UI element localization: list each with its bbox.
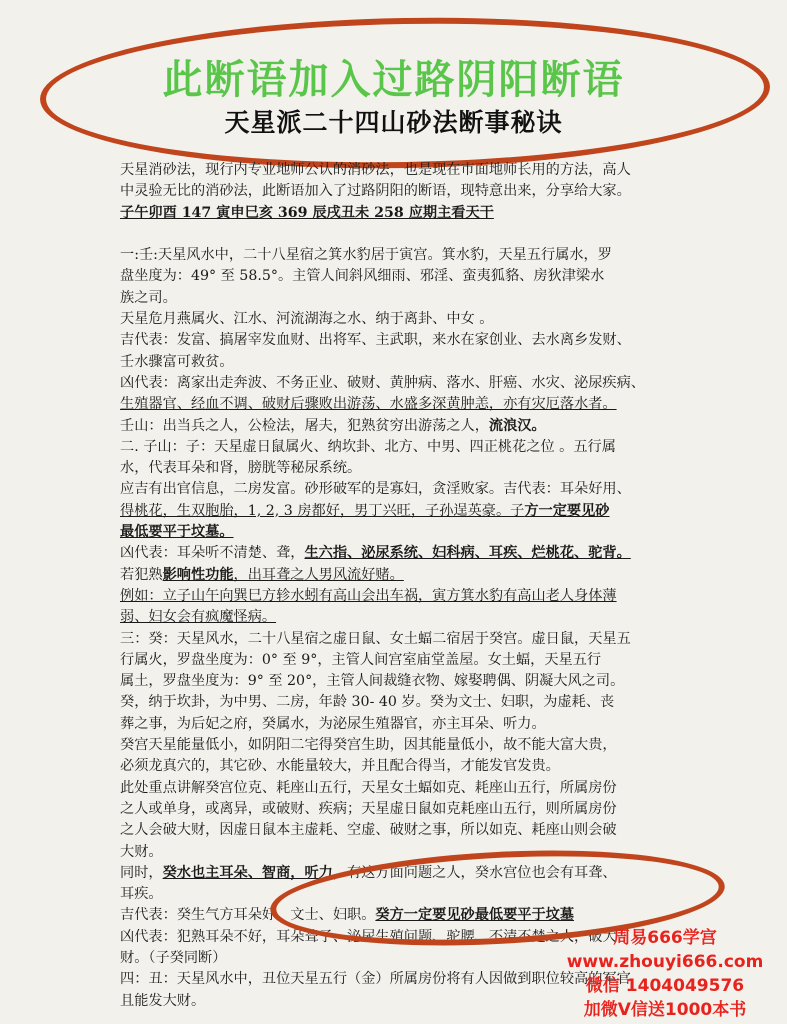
text-line: 壬水骤富可救贫。 (120, 353, 234, 370)
text-span-bold: 流浪汉。 (488, 417, 546, 434)
watermark-line: 周易666学宫 (613, 928, 717, 948)
text-line: 吉代表：发富、搞屠宰发血财、出将军、主武职，来水在家创业、去水离乡发财、 (120, 332, 631, 349)
text-span: 若犯熟 (120, 566, 163, 583)
text-line: 四：丑：天星风水中，丑位天星五行（金）所属房份将有人因做到职位较高的军官 (120, 971, 631, 988)
watermark-promo: 加微V信送1000本书 (583, 1000, 747, 1020)
text-line: 弱、妇女会有疯魔怪病。 (120, 609, 277, 626)
text-line: 癸，纳于坎卦，为中男、二房，年龄 30- 40 岁。癸为文士、妇职，为虚耗、丧 (120, 694, 615, 711)
text-line: 且能发大财。 (120, 992, 206, 1009)
text-span: 吉代表：癸生气方耳朵好、文士、妇职。 (120, 907, 376, 924)
text-line: 葬之事，为后妃之府，癸属水，为泌尿生殖器官，亦主耳朵、听力。 (120, 715, 546, 732)
text-line: 最低要平于坟墓。 (120, 524, 234, 541)
text-line: 应吉有出官信息，二房发富。砂形破军的是寡妇，贪淫败家。吉代表：耳朵好用、 (120, 481, 631, 498)
text-line: 之人或单身，或离异，或破财、疾病；天星虚日鼠如克耗座山五行，则所属房份 (120, 800, 617, 817)
text-span: 同时， (120, 864, 163, 881)
text-line: 此处重点讲解癸宫位克、耗座山五行，天星女土蝠如克、耗座山五行，所属房份 (120, 779, 617, 796)
highlight-ellipse-top (39, 12, 772, 175)
text-line: 癸宫天星能量低小，如阴阳二宅得癸宫生助，因其能量低小，故不能大富大贵， (120, 737, 617, 754)
text-span: ，有这方面问题之人，癸水宫位也会有耳聋、 (332, 864, 617, 881)
text-span: ，出耳聋之人男风流好赌。 (233, 566, 404, 583)
text-span-bold: 癸方一定要见砂最低要平于坟墓 (375, 907, 575, 924)
watermark-wechat: 微信 1404049576 (585, 976, 745, 996)
text-span-bold: 影响性功能 (162, 566, 234, 583)
text-line: 族之司。 (120, 289, 177, 306)
text-line: 之人会破大财，因虚日鼠本主虚耗、空虚、破财之事，所以如克、耗座山则会破 (120, 822, 617, 839)
text-span: 得桃花，生双胞胎，1, 2, 3 房都好，男丁兴旺，子孙逞英豪。子 (120, 502, 525, 519)
text-line: 属土，罗盘坐度为：9° 至 20°，主管人间裁缝衣物、嫁娶聘偶、阴凝大风之司。 (120, 673, 625, 690)
banner-title: 此断语加入过路阴阳断语 (162, 57, 625, 103)
text-line (120, 501, 688, 522)
text-line: 生殖器官、经血不调、破财后骤败出游荡、水盛多深黄肿恙，亦有灾厄落水者。 (120, 396, 617, 413)
blank-line (120, 224, 688, 245)
text-line: 必须龙真穴的，其它砂、水能量较大，并且配合得当，才能发官发贵。 (120, 758, 560, 775)
text-line: 天星消砂法，现行内专业地师公认的消砂法，也是现在市面地师长用的方法，高人 (120, 162, 631, 178)
text-line: 大财。 (120, 843, 163, 860)
text-line: 财。（子癸同断） (120, 949, 227, 966)
text-line: 凶代表：犯熟耳朵不好，耳朵聋子、泌尿生殖问题、驼腰、不清不楚之人，破大 (120, 928, 617, 945)
watermark-url: www.zhouyi666.com (566, 952, 764, 972)
text-span-bold: 方一定要见砂 (524, 502, 610, 519)
text-line (120, 543, 688, 564)
text-span: 壬山：出当兵之人，公检法，屠夫，犯熟贫穷出游荡之人， (120, 417, 489, 434)
text-span-bold: 癸水也主耳朵、智商，听力 (162, 864, 333, 881)
text-line: 子午卯酉 147 寅申巳亥 369 辰戌丑未 258 应期主看天干 (120, 204, 494, 221)
text-line: 例如：立子山午向巽巳方轸水蚓有高山会出车祸，寅方箕水豹有高山老人身体薄 (120, 587, 617, 604)
text-line: 二. 子山：子：天星虚日鼠属火、纳坎卦、北方、中男、四正桃花之位 。五行属 (120, 438, 616, 455)
text-line: 凶代表：离家出走奔波、不务正业、破财、黄肿病、落水、肝癌、水灾、泌尿疾病、 (120, 374, 645, 391)
text-line: 行属火，罗盘坐度为：0° 至 9°，主管人间宫室庙堂盖屋。女土蝠，天星五行 (120, 651, 602, 668)
text-span-bold: 生六指、泌尿系统、妇科病、耳疾、烂桃花、驼背。 (304, 545, 631, 562)
text-line: 盘坐度为：49° 至 58.5°。主管人间斜风细雨、邪淫、蛮夷狐貉、房狄津梁水 (120, 268, 605, 285)
text-line (120, 565, 688, 586)
text-line: 耳疾。 (120, 886, 163, 903)
text-line (120, 416, 688, 437)
document-title: 天星派二十四山砂法断事秘诀 (224, 108, 563, 137)
text-line: 水，代表耳朵和肾，膀胱等秘尿系统。 (120, 460, 362, 477)
text-line: 三：癸：天星风水，二十八星宿之虚日鼠、女土蝠二宿居于癸宫。虚日鼠，天星五 (120, 630, 631, 647)
text-line: 一:壬:天星风水中，二十八星宿之箕水豹居于寅宫。箕水豹，天星五行属水，罗 (120, 247, 612, 264)
text-line: 天星危月燕属火、江水、河流湖海之水、纳于离卦、中女 。 (120, 311, 494, 328)
text-line: 中灵验无比的消砂法，此断语加入了过路阴阳的断语，现特意出来，分享给大家。 (120, 183, 631, 200)
text-span: 凶代表：耳朵听不清楚、聋， (120, 545, 305, 562)
